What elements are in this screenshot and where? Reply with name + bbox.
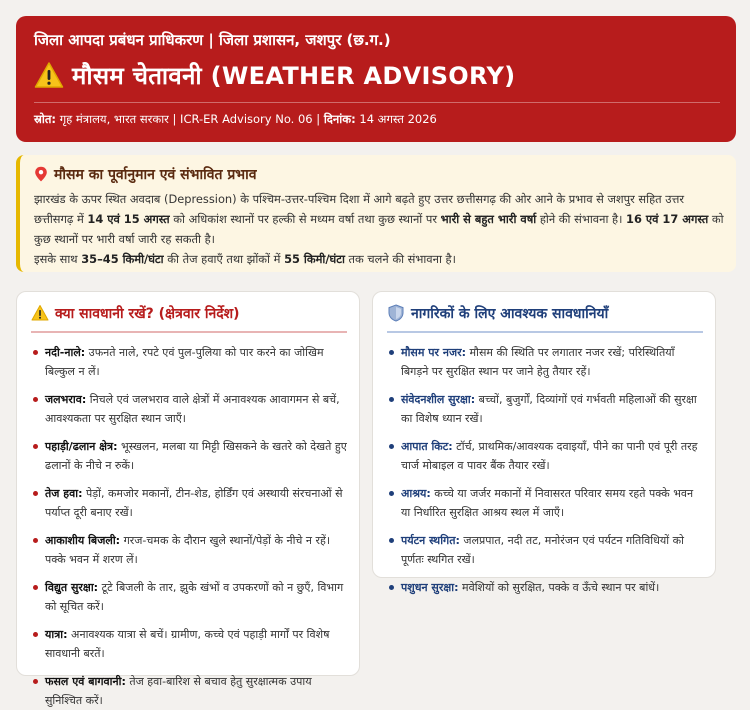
item-key: विद्युत सुरक्षा: (45, 581, 99, 594)
item-text: निचले एवं जलभराव वाले क्षेत्रों में अनावश्यक आवागमन से बचें, आवश्यकता पर सुरक्षित स्थान जाएँ। (45, 393, 340, 425)
forecast-text-part: झारखंड के ऊपर स्थित अवदाब (Depression) के पश्चिम-उत्तर-पश्चिम दिशा में आगे बढ़ते हुए उत्तर छत्तीसगढ़ की ओर आने के प्रभाव से जशपुर सहित उत्तर छत्तीसगढ़ में (34, 192, 685, 226)
forecast-text-part: की तेज हवाएँ तथा झोंकों में (163, 252, 285, 266)
forecast-heading: मौसम का पूर्वानुमान एवं संभावित प्रभाव (54, 166, 257, 183)
item-key: आश्रय: (401, 487, 431, 500)
map-pin-icon (34, 166, 48, 182)
advisory-header (16, 16, 736, 142)
item-key: नदी-नाले: (45, 346, 86, 359)
list-item (31, 531, 347, 569)
list-item (387, 484, 703, 522)
item-key: आकाशीय बिजली: (45, 534, 121, 547)
source-value: गृह मंत्रालय, भारत सरकार | ICR-ER Advisory No. 06 | (59, 112, 321, 126)
precautions-heading-row (31, 302, 347, 324)
shield-icon (387, 304, 405, 322)
item-text: कच्चे या जर्जर मकानों में निवासरत परिवार समय रहते पक्के भवन या निर्धारित सुरक्षित आश्रय स्थल में जाएँ। (401, 487, 694, 519)
page-title: मौसम चेतावनी (WEATHER ADVISORY) (72, 61, 516, 90)
forecast-text-part: को अधिकांश स्थानों पर हल्की से मध्यम वर्षा तथा कुछ स्थानों पर (169, 212, 441, 226)
item-text: टूटे बिजली के तार, झुके खंभों व उपकरणों को न छुएँ, विभाग को सूचित करें। (45, 581, 344, 613)
list-item (387, 343, 703, 381)
item-key: तेज हवा: (45, 487, 83, 500)
item-text: मवेशियों को सुरक्षित, पक्के व ऊँचे स्थान पर बांधें। (458, 581, 660, 594)
date-label: दिनांक: (323, 112, 356, 126)
list-item (387, 390, 703, 428)
list-item (31, 484, 347, 522)
forecast-heading-row (34, 165, 724, 183)
item-text: गरज-चमक के दौरान खुले स्थानों/पेड़ों के नीचे न रहें। पक्के भवन में शरण लें। (45, 534, 331, 566)
item-key: जलभराव: (45, 393, 87, 406)
list-item (387, 578, 703, 597)
item-text: मौसम की स्थिति पर लगातार नजर रखें; परिस्थितियाँ बिगड़ने पर सुरक्षित स्थान पर जाने हेतु तैयार रहें। (401, 346, 675, 378)
item-key: यात्रा: (45, 628, 68, 641)
citizen-list (387, 343, 703, 597)
list-item (31, 390, 347, 428)
precautions-heading: क्या सावधानी रखें? (क्षेत्रवार निर्देश) (55, 305, 240, 322)
item-text: जलप्रपात, नदी तट, मनोरंजन एवं पर्यटन गतिविधियों को पूर्णतः स्थगित रखें। (401, 534, 684, 566)
precautions-card (16, 291, 360, 707)
item-key: फसल एवं बागवानी: (45, 675, 126, 688)
warning-triangle-icon (34, 61, 64, 89)
list-item (387, 531, 703, 569)
item-key: पर्यटन स्थगित: (401, 534, 460, 547)
item-text: उफनते नाले, रपटे एवं पुल-पुलिया को पार करने का जोखिम बिल्कुल न लें। (45, 346, 324, 378)
card-divider (387, 331, 703, 333)
item-key: संवेदनशील सुरक्षा: (401, 393, 476, 406)
forecast-text-part: तक चलने की संभावना है। (344, 252, 456, 266)
advisory-meta (34, 111, 720, 127)
item-text: अनावश्यक यात्रा से बचें। ग्रामीण, कच्चे एवं पहाड़ी मार्गों पर विशेष सावधानी बरतें। (45, 628, 330, 660)
source-label: स्रोत: (34, 112, 57, 126)
forecast-highlight: 35–45 किमी/घंटा (81, 252, 164, 266)
forecast-highlight: 55 किमी/घंटा (284, 252, 345, 266)
forecast-text-part: होने की संभावना है। (536, 212, 627, 226)
citizen-heading-row (387, 302, 703, 324)
forecast-highlight: 16 एवं 17 अगस्त (626, 212, 709, 226)
list-item (31, 672, 347, 710)
forecast-text-part: इसके साथ (34, 252, 82, 266)
date-value: 14 अगस्त 2026 (359, 112, 437, 126)
forecast-highlight: 14 एवं 15 अगस्त (87, 212, 170, 226)
list-item (31, 437, 347, 475)
item-text: टॉर्च, प्राथमिक/आवश्यक दवाइयाँ, पीने का पानी एवं पूरी तरह चार्ज मोबाइल व पावर बैंक तैयार रखें। (401, 440, 698, 472)
item-key: मौसम पर नजर: (401, 346, 467, 359)
page-title-row (34, 58, 720, 92)
item-text: पेड़ों, कमजोर मकानों, टीन-शेड, होर्डिंग एवं अस्थायी संरचनाओं से पर्याप्त दूरी बनाए रखें। (45, 487, 343, 519)
list-item (31, 578, 347, 616)
item-key: पशुधन सुरक्षा: (401, 581, 459, 594)
forecast-section (16, 155, 736, 272)
card-divider (31, 331, 347, 333)
list-item (31, 343, 347, 381)
forecast-highlight: भारी से बहुत भारी वर्षा (440, 212, 537, 226)
forecast-text (34, 189, 724, 269)
forecast-text-part: को कुछ स्थानों पर भारी वर्षा जारी रह सकती है। (34, 212, 724, 246)
item-text: भूस्खलन, मलबा या मिट्टी खिसकने के खतरे को देखते हुए ढलानों के नीचे न रुकें। (45, 440, 347, 472)
citizen-precautions-card (372, 291, 716, 594)
list-item (31, 625, 347, 663)
citizen-heading: नागरिकों के लिए आवश्यक सावधानियाँ (411, 305, 609, 322)
list-item (387, 437, 703, 475)
issuing-authority: जिला आपदा प्रबंधन प्राधिकरण | जिला प्रशासन, जशपुर (छ.ग.) (34, 31, 391, 49)
warning-triangle-icon (31, 304, 49, 322)
item-text: बच्चों, बुजुर्गों, दिव्यांगों एवं गर्भवती महिलाओं की सुरक्षा का विशेष ध्यान रखें। (401, 393, 697, 425)
item-key: आपात किट: (401, 440, 453, 453)
precautions-list (31, 343, 347, 710)
header-divider (34, 102, 720, 103)
item-text: तेज हवा-बारिश से बचाव हेतु सुरक्षात्मक उपाय सुनिश्चित करें। (45, 675, 312, 707)
item-key: पहाड़ी/ढलान क्षेत्र: (45, 440, 118, 453)
